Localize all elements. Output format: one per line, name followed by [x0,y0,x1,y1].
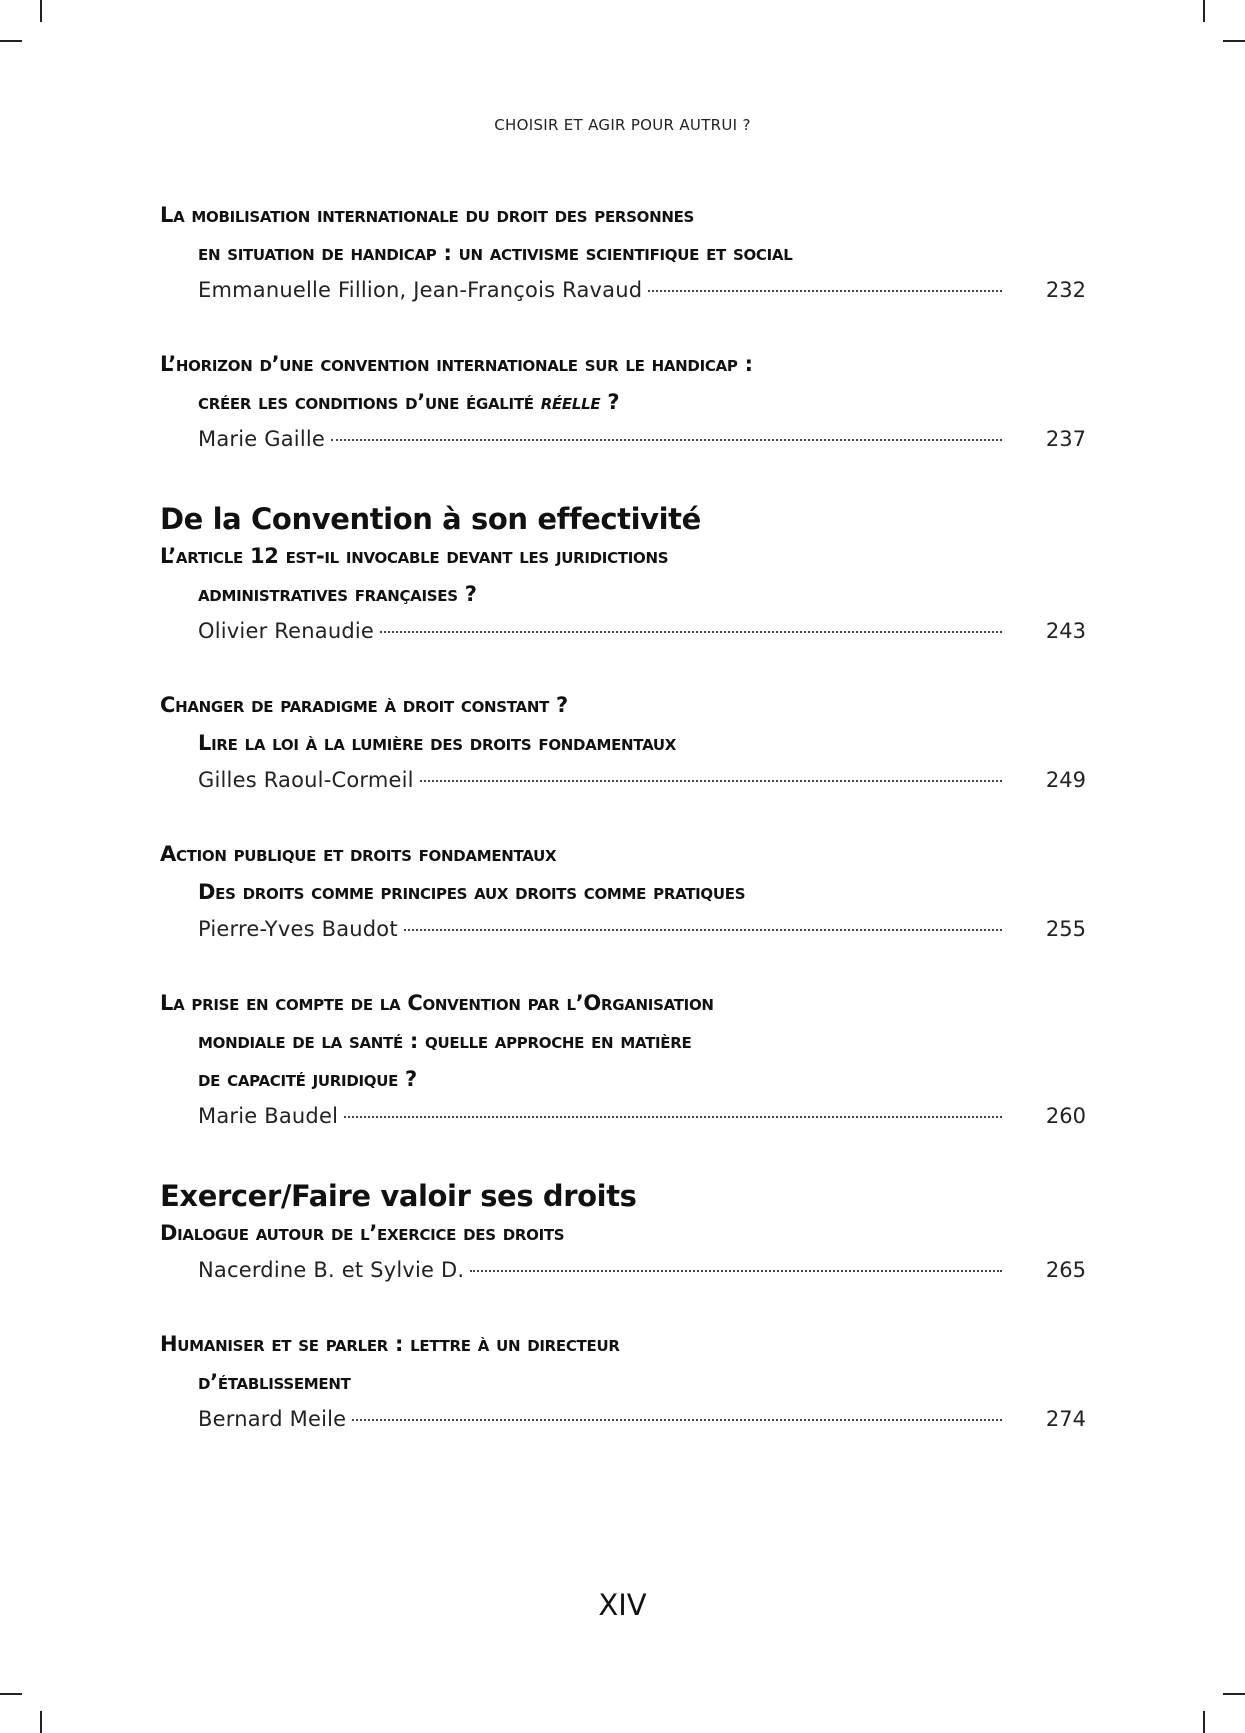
crop-mark-bottom-right-horizontal [1223,1693,1245,1695]
title-line: Dialogue autour de l’exercice des droits [160,1221,565,1245]
dot-leader [404,929,1002,931]
entry-title [160,686,1086,762]
toc-entry[interactable] [160,196,1086,308]
toc-entry[interactable] [160,984,1086,1134]
section-heading: De la Convention à son effectivité [160,502,701,536]
title-line: Lire la loi à la lumière des droits fondamentaux [198,731,677,755]
crop-mark-top-left-horizontal [0,40,22,42]
crop-mark-top-right-horizontal [1223,40,1245,42]
entry-authors: Marie Baudel [198,1104,339,1128]
page-number: 243 [1045,619,1086,643]
title-line: Action publique et droits fondamentaux [160,842,557,866]
dot-leader [331,439,1002,441]
entry-title [160,345,1086,421]
author-row [160,911,1086,947]
page-number: 260 [1045,1104,1086,1128]
title-line: Des droits comme principes aux droits comme pratiques [198,880,746,904]
author-row [160,272,1086,308]
entry-authors: Marie Gaille [198,427,326,451]
page-number: 255 [1045,917,1086,941]
dot-leader [648,290,1002,292]
page-number: 249 [1045,768,1086,792]
toc-entry[interactable] [160,1214,1086,1288]
page-number: 232 [1045,278,1086,302]
title-line: de capacité juridique ? [198,1067,417,1091]
title-line: en situation de handicap : un activisme scientifique et social [198,241,793,265]
page-number: 265 [1045,1258,1086,1282]
title-line: La mobilisation internationale du droit des personnes [160,203,695,227]
entry-title [160,835,1086,911]
entry-authors: Gilles Raoul-Cormeil [198,768,414,792]
table-of-contents [160,196,1086,1474]
toc-entry[interactable] [160,1325,1086,1437]
dot-leader [344,1116,1002,1118]
dot-leader [380,631,1002,633]
section-heading: Exercer/Faire valoir ses droits [160,1179,637,1213]
title-line: d’établissement [198,1370,351,1394]
entry-authors: Olivier Renaudie [198,619,375,643]
crop-mark-bottom-left-horizontal [0,1693,22,1695]
entry-title [160,537,1086,613]
author-row [160,1252,1086,1288]
crop-mark-top-right-vertical [1203,0,1205,22]
author-row [160,421,1086,457]
title-line: Changer de paradigme à droit constant ? [160,693,568,717]
page-number: 237 [1045,427,1086,451]
toc-entry[interactable] [160,835,1086,947]
toc-entry[interactable] [160,345,1086,457]
running-header: CHOISIR ET AGIR POUR AUTRUI ? [494,116,751,134]
title-line: La prise en compte de la Convention par l’Organisation [160,991,714,1015]
title-line [160,383,1086,421]
title-line-prefix: créer les conditions d’une égalité [198,390,541,414]
entry-title [160,1214,1086,1252]
crop-mark-bottom-right-vertical [1203,1711,1205,1733]
title-line: administratives françaises ? [198,582,477,606]
title-line-suffix: ? [600,390,620,414]
title-line: mondiale de la santé : quelle approche en matière [198,1029,692,1053]
entry-authors: Pierre-Yves Baudot [198,917,398,941]
author-row [160,1401,1086,1437]
title-line: Humaniser et se parler : lettre à un directeur [160,1332,620,1356]
dot-leader [470,1270,1002,1272]
entry-authors: Bernard Meile [198,1407,347,1431]
entry-authors: Emmanuelle Fillion, Jean-François Ravaud [198,278,643,302]
page-folio: XIV [598,1588,647,1622]
crop-mark-top-left-vertical [40,0,42,22]
entry-authors: Nacerdine B. et Sylvie D. [198,1258,465,1282]
entry-title [160,984,1086,1098]
title-italic-word: réelle [540,390,601,414]
crop-mark-bottom-left-vertical [40,1711,42,1733]
author-row [160,762,1086,798]
page-number: 274 [1045,1407,1086,1431]
author-row [160,1098,1086,1134]
dot-leader [420,780,1002,782]
toc-entry[interactable] [160,686,1086,798]
title-line: L’horizon d’une convention internationale sur le handicap : [160,352,753,376]
entry-title [160,1325,1086,1401]
dot-leader [352,1419,1002,1421]
entry-title [160,196,1086,272]
author-row [160,613,1086,649]
title-line: L’article 12 est-il invocable devant les juridictions [160,544,669,568]
toc-entry[interactable] [160,537,1086,649]
